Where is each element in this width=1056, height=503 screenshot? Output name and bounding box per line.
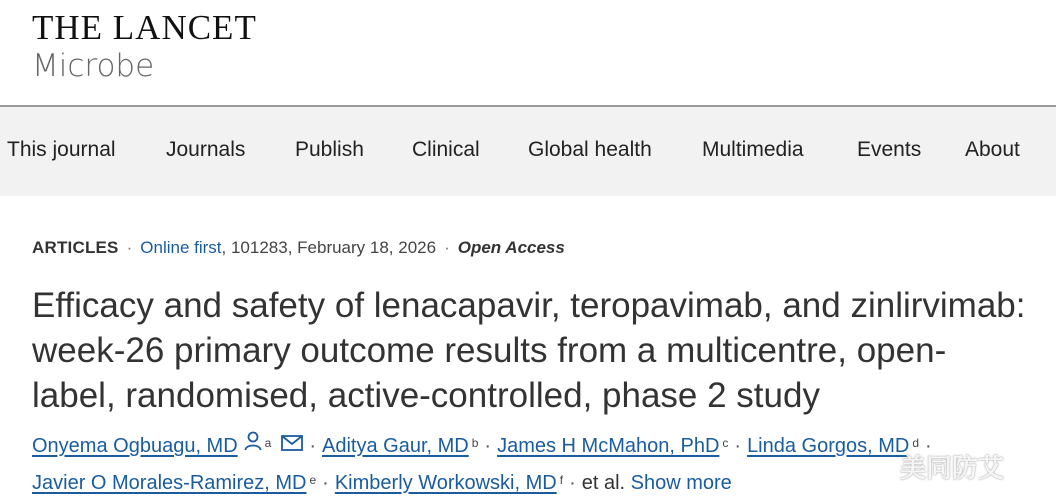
affiliation-marker[interactable]: c	[722, 436, 729, 450]
watermark-text: 美同防艾	[900, 454, 1005, 484]
author-separator: ·	[734, 435, 742, 457]
author-separator: ·	[484, 435, 492, 457]
title-line-1: Efficacy and safety of lenacapavir, teropavimab, and zinlirvimab:	[32, 286, 1026, 325]
open-access-label: Open Access	[457, 238, 565, 257]
affiliation-marker[interactable]: f	[559, 472, 564, 487]
person-icon[interactable]	[244, 427, 262, 463]
show-more-authors-button[interactable]: Show more	[630, 471, 732, 494]
article-type: ARTICLES	[32, 238, 119, 257]
journal-logo-title[interactable]: THE LANCET	[32, 8, 257, 47]
affiliation-marker[interactable]: d	[912, 436, 920, 450]
et-al-text: et al.	[581, 471, 626, 494]
article-title	[32, 283, 1052, 418]
affiliation-marker[interactable]: a	[264, 436, 272, 450]
nav-events[interactable]: Events	[857, 138, 922, 161]
nav-about[interactable]: About	[965, 138, 1020, 161]
author-list	[32, 428, 1052, 501]
affiliation-marker[interactable]: e	[309, 472, 317, 487]
meta-separator: ·	[126, 238, 133, 257]
author-link[interactable]: Javier O Morales-Ramirez, MD	[32, 471, 307, 494]
nav-publish[interactable]: Publish	[295, 138, 364, 161]
author-line-1	[32, 428, 1052, 465]
author-line-2	[32, 465, 1052, 501]
nav-journals[interactable]: Journals	[166, 138, 246, 161]
author-link[interactable]: Onyema Ogbuagu, MD	[32, 435, 238, 457]
nav-clinical[interactable]: Clinical	[412, 138, 480, 161]
meta-separator: ·	[444, 238, 450, 257]
affiliation-marker[interactable]: b	[471, 436, 479, 450]
title-line-2: week-26 primary outcome results from a multicentre, open-	[32, 331, 947, 370]
nav-global-health[interactable]: Global health	[528, 138, 652, 161]
online-first-link[interactable]: Online first	[140, 238, 222, 257]
author-link[interactable]: Linda Gorgos, MD	[747, 435, 910, 457]
author-separator: ·	[309, 435, 317, 457]
journal-logo-subtitle[interactable]: Microbe	[32, 48, 155, 84]
author-separator: ·	[569, 471, 576, 494]
main-navigation	[0, 107, 1056, 196]
author-link[interactable]: Aditya Gaur, MD	[322, 435, 469, 457]
author-link[interactable]: Kimberly Workowski, MD	[334, 471, 557, 494]
author-link[interactable]: James H McMahon, PhD	[497, 435, 720, 457]
site-header	[0, 0, 1056, 106]
author-separator: ·	[322, 471, 329, 494]
article-meta	[32, 238, 565, 258]
author-separator: ·	[925, 435, 932, 457]
nav-multimedia[interactable]: Multimedia	[702, 138, 804, 161]
article-details: , 101283, February 18, 2026	[221, 238, 437, 257]
envelope-icon[interactable]	[281, 427, 303, 463]
nav-this-journal[interactable]: This journal	[7, 138, 116, 161]
title-line-3: label, randomised, active-controlled, phase 2 study	[32, 376, 820, 415]
